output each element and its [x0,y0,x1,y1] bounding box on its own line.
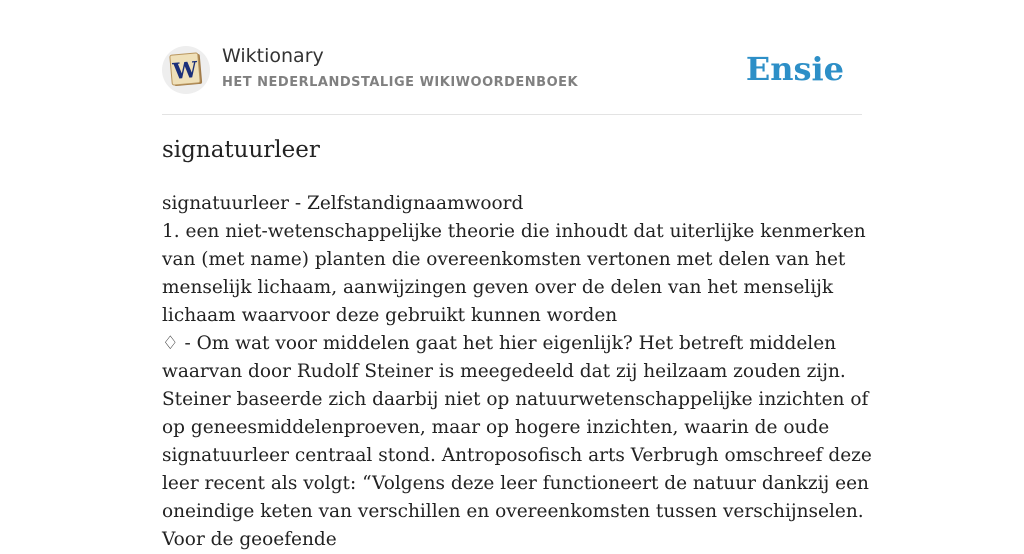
site-header [162,40,862,115]
svg-text:W: W [171,56,199,86]
entry-definition: 1. een niet-wetenschappelijke theorie die inhoudt dat uiterlijke kenmerken van (met name) planten die overeenkomsten vertonen met delen van het menselijk lichaam, aanwijzingen geven over de delen van het menselijk lichaam waarvoor deze gebruikt kunnen worden [162,221,866,326]
entry-content [162,190,872,554]
entry-example: ♢ - Om wat voor middelen gaat het hier eigenlijk? Het betreft middelen waarvan door Rudolf Steiner is meegedeeld dat zij heilzaam zouden zijn. Steiner baseerde zich daarbij niet op natuurwetenschappelijke inzichten of op geneesmiddelenproeven, maar op hogere inzichten, waarin de oude signatuurleer centraal stond. Antroposofisch arts Verbrugh omschreef deze leer recent als volgt: “Volgens deze leer functioneert de natuur dankzij een oneindige keten van verschillen en overeenkomsten tussen verschijnselen. Voor de geoefende [162,333,872,550]
site-tagline: HET NEDERLANDSTALIGE WIKIWOORDENBOEK [222,75,579,90]
brand-logo[interactable]: Ensie [745,50,844,88]
entry-heading: signatuurleer - Zelfstandignaamwoord [162,193,524,214]
page-title: signatuurleer [162,137,320,163]
site-name[interactable]: Wiktionary [222,45,324,67]
wiktionary-logo-icon[interactable] [162,46,210,94]
page [162,0,872,550]
